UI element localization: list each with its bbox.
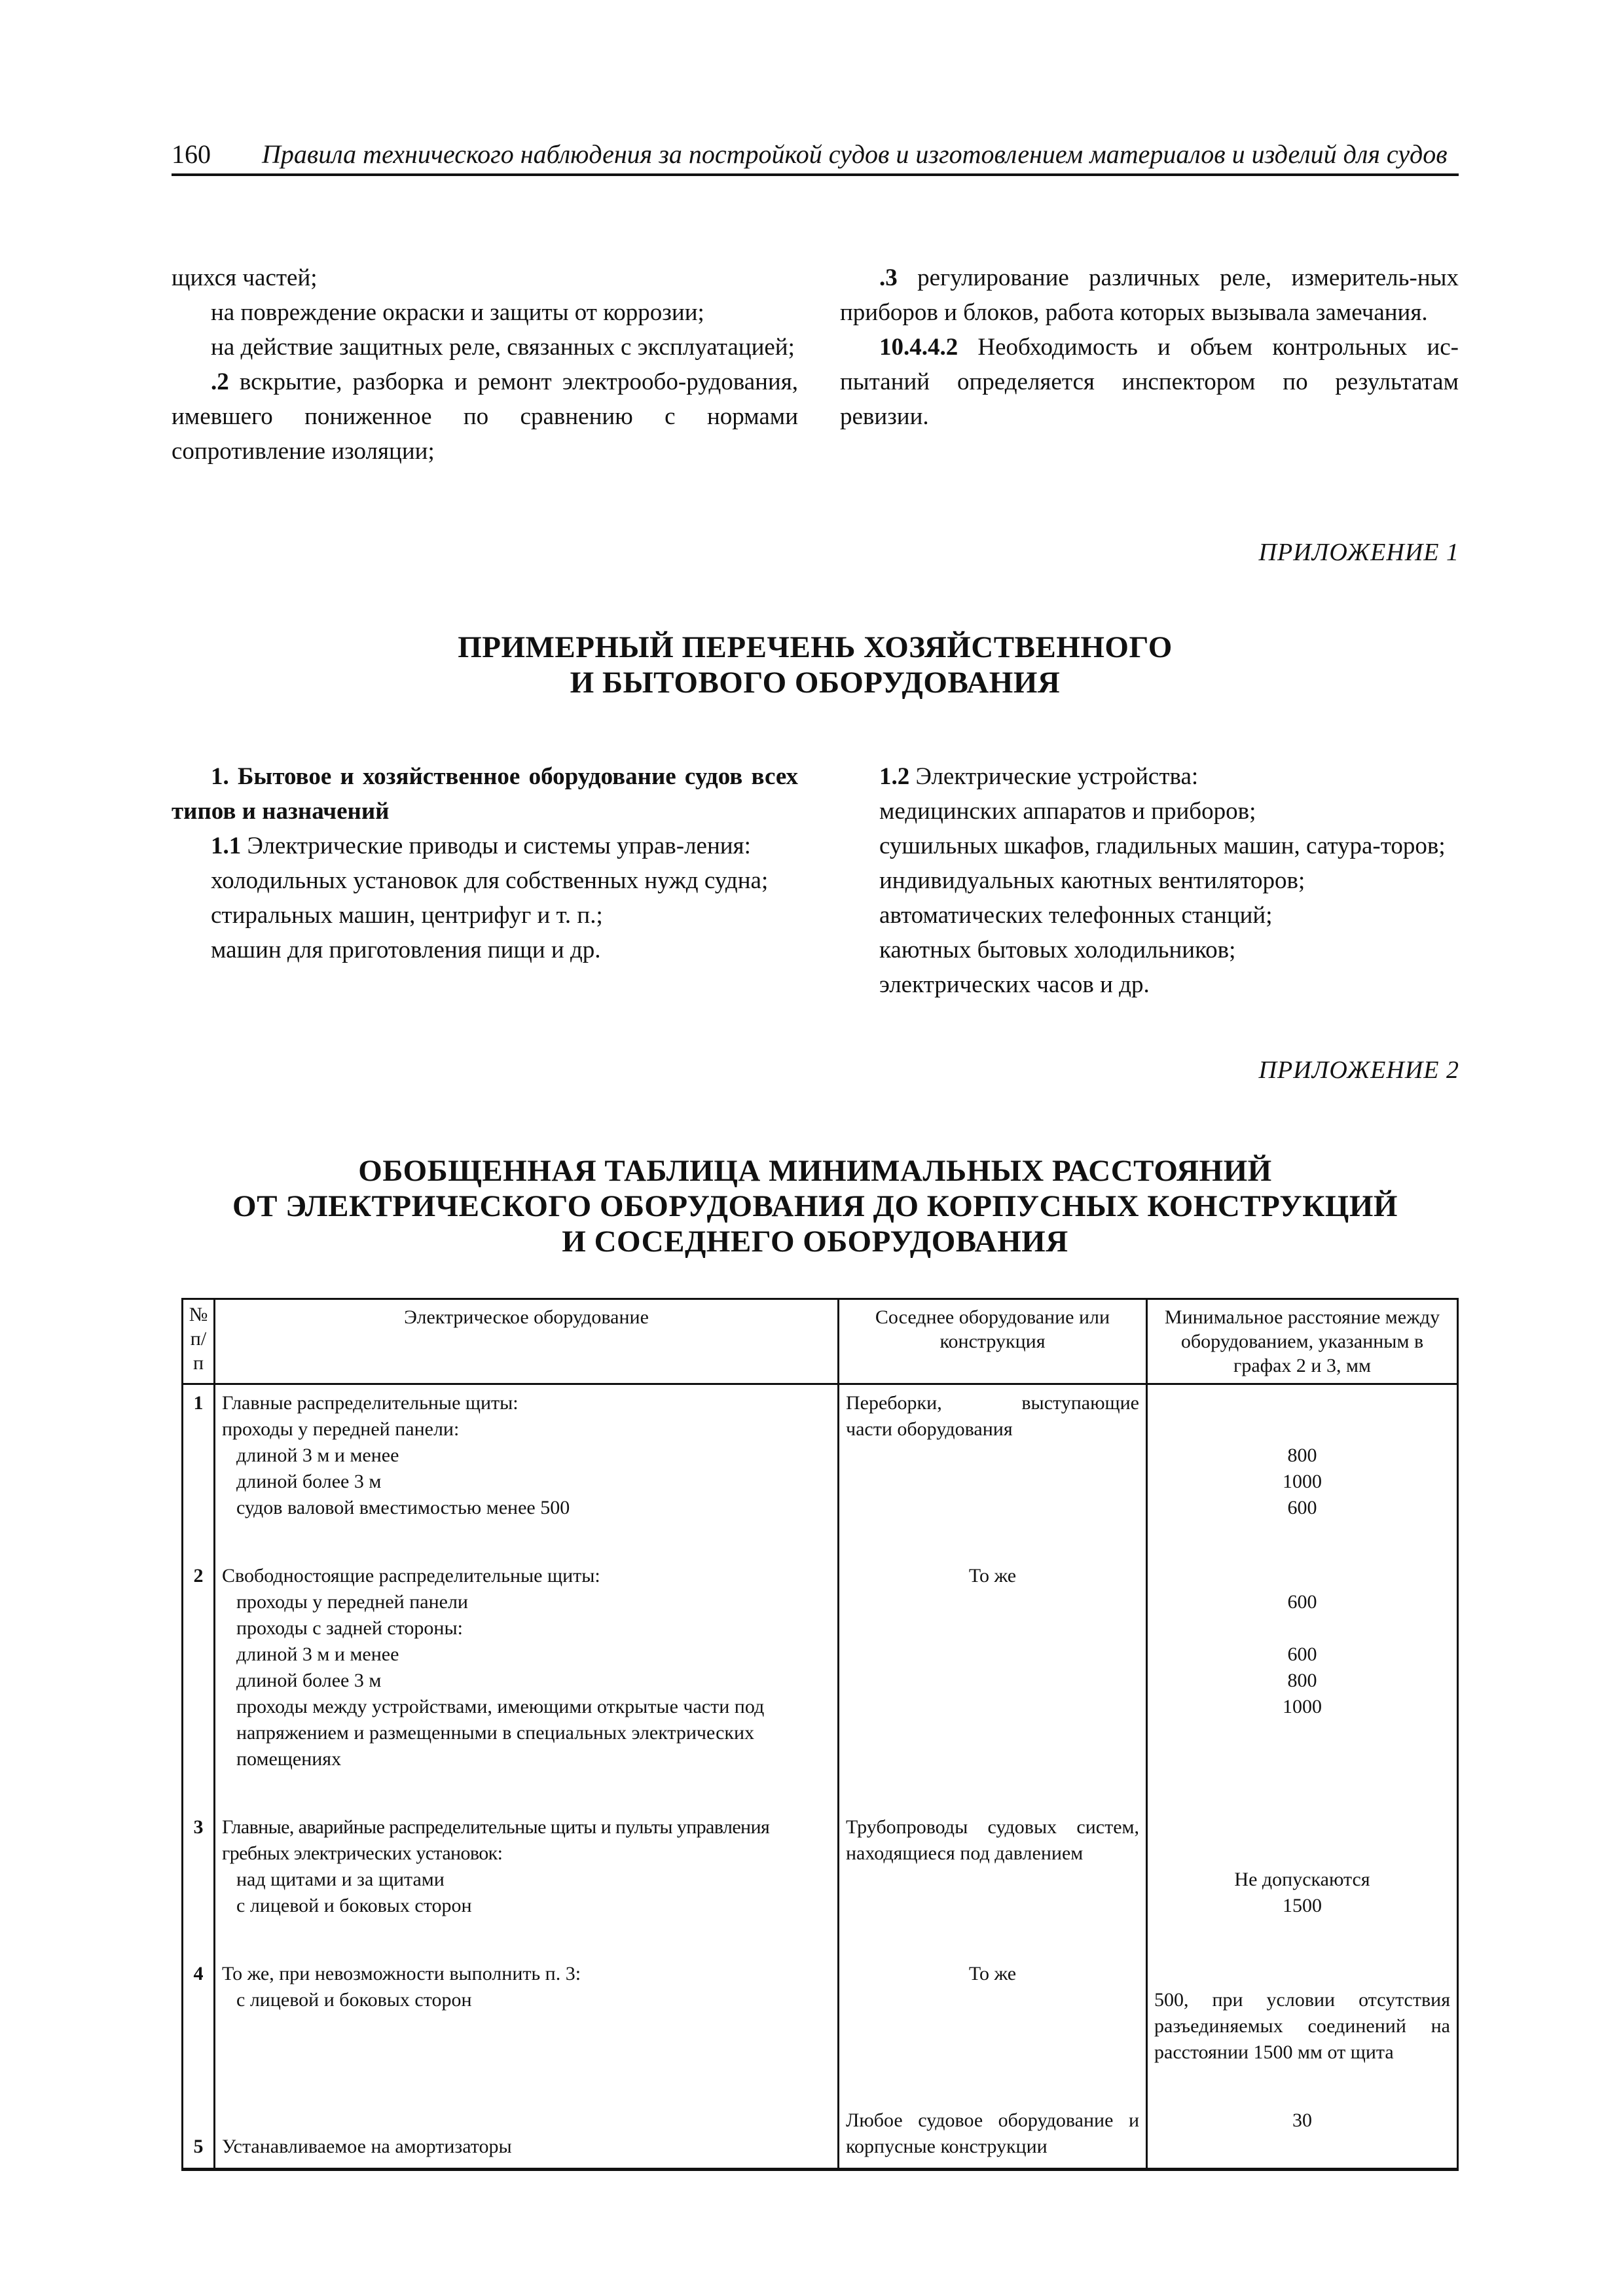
header-equipment: Электрическое оборудование — [215, 1299, 839, 1384]
page-number: 160 — [172, 139, 211, 169]
equipment-line: длиной более 3 м — [236, 1670, 382, 1691]
top-right-column — [840, 260, 1459, 434]
table-header-row — [183, 1299, 1458, 1384]
table-row — [183, 1521, 1458, 1772]
top-left-p4 — [172, 365, 798, 469]
appendix-1-right-l6: электрических часов и др. — [879, 971, 1150, 998]
neighbor-cell — [839, 2066, 1147, 2170]
distance-value: 600 — [1287, 1591, 1317, 1613]
distance-value: Не допускаются — [1234, 1869, 1370, 1890]
distance-cell — [1147, 2066, 1458, 2170]
appendix-1-title — [172, 630, 1459, 700]
distance-cell — [1147, 1772, 1458, 1919]
appendix-1-left-l2: стиральных машин, центрифуг и т. п.; — [211, 902, 603, 929]
appendix-2-title — [172, 1153, 1459, 1259]
top-right-p1 — [840, 260, 1459, 330]
neighbor-line: То же — [968, 1963, 1017, 1984]
neighbor-line: То же — [968, 1565, 1017, 1587]
item-number: 1.2 — [879, 763, 910, 790]
equipment-line: То же, при невозможности выполнить п. 3: — [222, 1963, 581, 1984]
distance-cell — [1147, 1521, 1458, 1772]
neighbor-line: корпусные конструкции — [846, 2136, 1048, 2157]
table-row — [183, 1772, 1458, 1919]
appendix-1-item-1-1 — [172, 829, 798, 863]
neighbor-cell — [839, 1521, 1147, 1772]
equipment-line: Главные, аварийные распределительные щиты и пульты управления гребных электрических установок: — [222, 1816, 770, 1864]
row-number: 4 — [183, 1919, 215, 2066]
running-title: Правила технического наблюдения за постройкой судов и изготовлением материалов и изделий для судов — [262, 139, 1448, 169]
equipment-line: с лицевой и боковых сторон — [236, 1895, 472, 1916]
top-left-p3: на действие защитных реле, связанных с эксплуатацией; — [211, 334, 795, 361]
item-text: Электрические устройства: — [909, 763, 1199, 790]
item-text: вскрытие, разборка и ремонт электрообо-рудования, имевшего пониженное по сравнению с нормами сопротивление изоляции; — [172, 368, 798, 465]
top-right-p2 — [840, 330, 1459, 434]
appendix-1-right-l1: медицинских аппаратов и приборов; — [879, 798, 1256, 825]
top-left-p2: на повреждение окраски и защиты от коррозии; — [211, 299, 704, 326]
equipment-line: над щитами и за щитами — [236, 1869, 445, 1890]
distance-value: 800 — [1287, 1444, 1317, 1466]
appendix-1-item-1-2 — [840, 759, 1459, 794]
equipment-line: длиной 3 м и менее — [236, 1444, 399, 1466]
item-number: .3 — [879, 264, 898, 291]
distance-cell — [1147, 1919, 1458, 2066]
equipment-line: проходы у передней панели: — [222, 1418, 460, 1440]
item-number: 1.1 — [211, 833, 242, 859]
appendix-1-right-l2: сушильных шкафов, гладильных машин, сатура-торов; — [879, 833, 1446, 859]
appendix-1-left-l1: холодильных установок для собственных нужд судна; — [211, 867, 769, 894]
equipment-line: проходы с задней стороны: — [236, 1617, 463, 1639]
appendix-1-title-line2: И БЫТОВОГО ОБОРУДОВАНИЯ — [570, 666, 1061, 700]
neighbor-cell — [839, 1384, 1147, 1522]
equipment-cell — [215, 1384, 839, 1522]
equipment-line: судов валовой вместимостью менее 500 — [236, 1497, 570, 1518]
row-number: 2 — [183, 1521, 215, 1772]
appendix-1-heading: 1. Бытовое и хозяйственное оборудование судов всех типов и назначений — [172, 763, 798, 825]
row-number: 3 — [183, 1772, 215, 1919]
appendix-1-right-l3: индивидуальных каютных вентиляторов; — [879, 867, 1305, 894]
equipment-line: с лицевой и боковых сторон — [236, 1989, 472, 2011]
appendix-1-left-column — [172, 759, 798, 967]
equipment-line: Главные распределительные щиты: — [222, 1392, 519, 1414]
header-distance: Минимальное расстояние между оборудованием, указанным в графах 2 и 3, мм — [1147, 1299, 1458, 1384]
appendix-1-right-l5: каютных бытовых холодильников; — [879, 937, 1236, 963]
item-number: 10.4.4.2 — [879, 334, 958, 361]
neighbor-line: части оборудования — [846, 1418, 1013, 1440]
neighbor-line: Трубопроводы судовых систем, — [846, 1816, 1139, 1838]
distances-table — [181, 1298, 1459, 2171]
table-row — [183, 2066, 1458, 2170]
appendix-2-label: ПРИЛОЖЕНИЕ 2 — [1258, 1056, 1459, 1084]
neighbor-cell — [839, 1919, 1147, 2066]
distance-value: 500, при условии отсутствия разъединяемых соединений на расстоянии 1500 мм от щита — [1154, 1989, 1450, 2063]
appendix-2-title-line1: ОБОБЩЕННАЯ ТАБЛИЦА МИНИМАЛЬНЫХ РАССТОЯНИЙ — [358, 1154, 1272, 1188]
row-number: 1 — [183, 1384, 215, 1522]
distance-value: 600 — [1287, 1497, 1317, 1518]
header-num: № п/п — [183, 1299, 215, 1384]
top-left-p1: щихся частей; — [172, 264, 318, 291]
distance-value: 800 — [1287, 1670, 1317, 1691]
distance-value: 1000 — [1283, 1696, 1322, 1717]
header-neighbor: Соседнее оборудование или конструкция — [839, 1299, 1147, 1384]
appendix-1-right-l4: автоматических телефонных станций; — [879, 902, 1273, 929]
distance-value: 30 — [1292, 2109, 1312, 2131]
distance-cell — [1147, 1384, 1458, 1522]
running-header — [172, 139, 1459, 176]
appendix-2-title-line3: И СОСЕДНЕГО ОБОРУДОВАНИЯ — [562, 1225, 1068, 1259]
appendix-1-label: ПРИЛОЖЕНИЕ 1 — [1258, 539, 1459, 566]
neighbor-line: Любое судовое оборудование и — [846, 2109, 1139, 2131]
distance-value: 1500 — [1283, 1895, 1322, 1916]
equipment-cell — [215, 1772, 839, 1919]
item-text: Электрические приводы и системы управ-ления: — [241, 833, 751, 859]
appendix-1-right-column — [840, 759, 1459, 1002]
distance-value: 1000 — [1283, 1471, 1322, 1492]
neighbor-line: Переборки, выступающие — [846, 1392, 1139, 1414]
equipment-line: проходы у передней панели — [236, 1591, 468, 1613]
appendix-2-title-line2: ОТ ЭЛЕКТРИЧЕСКОГО ОБОРУДОВАНИЯ ДО КОРПУСНЫХ КОНСТРУКЦИЙ — [232, 1189, 1398, 1223]
equipment-cell — [215, 2066, 839, 2170]
appendix-1-title-line1: ПРИМЕРНЫЙ ПЕРЕЧЕНЬ ХОЗЯЙСТВЕННОГО — [458, 630, 1173, 664]
appendix-1-left-l3: машин для приготовления пищи и др. — [211, 937, 601, 963]
equipment-line: проходы между устройствами, имеющими открытые части под напряжением и размещенными в специальных электрических помещениях — [236, 1696, 765, 1770]
row-number: 5 — [183, 2066, 215, 2170]
equipment-line: Свободностоящие распределительные щиты: — [222, 1565, 600, 1587]
item-number: .2 — [211, 368, 229, 395]
item-text: Необходимость и объем контрольных ис-пытаний определяется инспектором по результатам ревизии. — [840, 334, 1459, 430]
table-row — [183, 1384, 1458, 1522]
table-row — [183, 1919, 1458, 2066]
equipment-cell — [215, 1919, 839, 2066]
neighbor-cell — [839, 1772, 1147, 1919]
equipment-line: длиной более 3 м — [236, 1471, 382, 1492]
neighbor-line: находящиеся под давлением — [846, 1842, 1084, 1864]
equipment-line: длиной 3 м и менее — [236, 1643, 399, 1665]
equipment-cell — [215, 1521, 839, 1772]
item-text: регулирование различных реле, измеритель-ных приборов и блоков, работа которых вызывала замечания. — [840, 264, 1459, 326]
top-left-column — [172, 260, 798, 469]
distance-value: 600 — [1287, 1643, 1317, 1665]
equipment-line: Устанавливаемое на амортизаторы — [222, 2136, 512, 2157]
